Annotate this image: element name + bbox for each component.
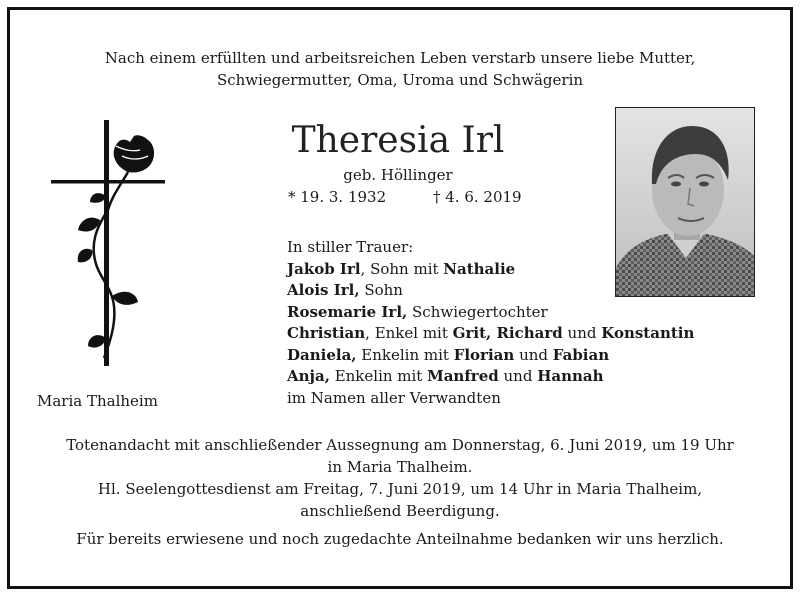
- mourner-name: Alois Irl,: [287, 281, 360, 299]
- obituary-notice: [7, 7, 793, 589]
- mourner-relation: Schwiegertochter: [407, 302, 548, 321]
- mourner-name: Konstantin: [601, 324, 695, 342]
- mourner-name: Manfred: [427, 367, 499, 385]
- death-date: † 4. 6. 2019: [433, 188, 522, 206]
- mourner-line: [287, 280, 694, 302]
- deceased-name: Theresia Irl: [291, 120, 505, 161]
- mourner-line: [287, 345, 694, 367]
- birth-name: geb. Höllinger: [343, 166, 453, 184]
- mourner-relation: Enkelin mit: [356, 345, 454, 364]
- mourner-name: Anja,: [287, 367, 330, 385]
- mourner-line: [287, 323, 694, 345]
- birth-date: * 19. 3. 1932: [288, 188, 387, 206]
- intro-line-1: Nach einem erfüllten und arbeitsreichen Leben verstarb unsere liebe Mutter,: [104, 49, 696, 67]
- mourner-name: Florian: [453, 345, 515, 364]
- mourner-relation: , Sohn mit: [360, 259, 444, 278]
- mourner-lines: [287, 259, 694, 388]
- mourner-relation: Enkelin mit: [329, 367, 428, 385]
- place-label: Maria Thalheim: [37, 392, 158, 410]
- mourner-relation: und: [514, 345, 553, 364]
- intro-line-2: Schwiegermutter, Oma, Uroma und Schwägerin: [216, 71, 584, 89]
- mourner-relation: und: [562, 324, 602, 342]
- mourner-name: Hannah: [537, 367, 604, 385]
- mourner-line: [287, 366, 694, 388]
- mourner-name: Rosemarie Irl,: [287, 302, 408, 321]
- service-details: [10, 434, 790, 522]
- mourner-relation: und: [498, 367, 538, 385]
- mourners-heading: In stiller Trauer:: [287, 238, 414, 256]
- mourner-relation: Sohn: [359, 281, 403, 299]
- mourner-name: Jakob Irl: [287, 259, 361, 278]
- mourner-line: [287, 302, 694, 324]
- mourner-name: Christian: [287, 324, 366, 342]
- mourner-line: [287, 259, 694, 281]
- mourners-closing: im Namen aller Verwandten: [287, 388, 501, 407]
- intro-text: [10, 47, 790, 91]
- mourner-name: Grit, Richard: [452, 324, 563, 342]
- mourner-name: Daniela,: [287, 345, 357, 364]
- mourner-name: Nathalie: [443, 259, 516, 278]
- mourner-relation: , Enkel mit: [365, 324, 453, 342]
- service-line-3: Hl. Seelengottesdienst am Freitag, 7. Juni 2019, um 14 Uhr in Maria Thalheim,: [97, 480, 703, 498]
- cross-with-rose-icon: [48, 110, 173, 370]
- thanks-note: Für bereits erwiesene und noch zugedachte Anteilnahme bedanken wir uns herzlich.: [76, 530, 724, 548]
- service-line-4: anschließend Beerdigung.: [300, 502, 500, 520]
- mourners-list: [287, 237, 694, 409]
- service-line-1: Totenandacht mit anschließender Aussegnung am Donnerstag, 6. Juni 2019, um 19 Uhr: [66, 436, 734, 454]
- mourner-name: Fabian: [552, 345, 610, 364]
- service-line-2: in Maria Thalheim.: [327, 458, 473, 476]
